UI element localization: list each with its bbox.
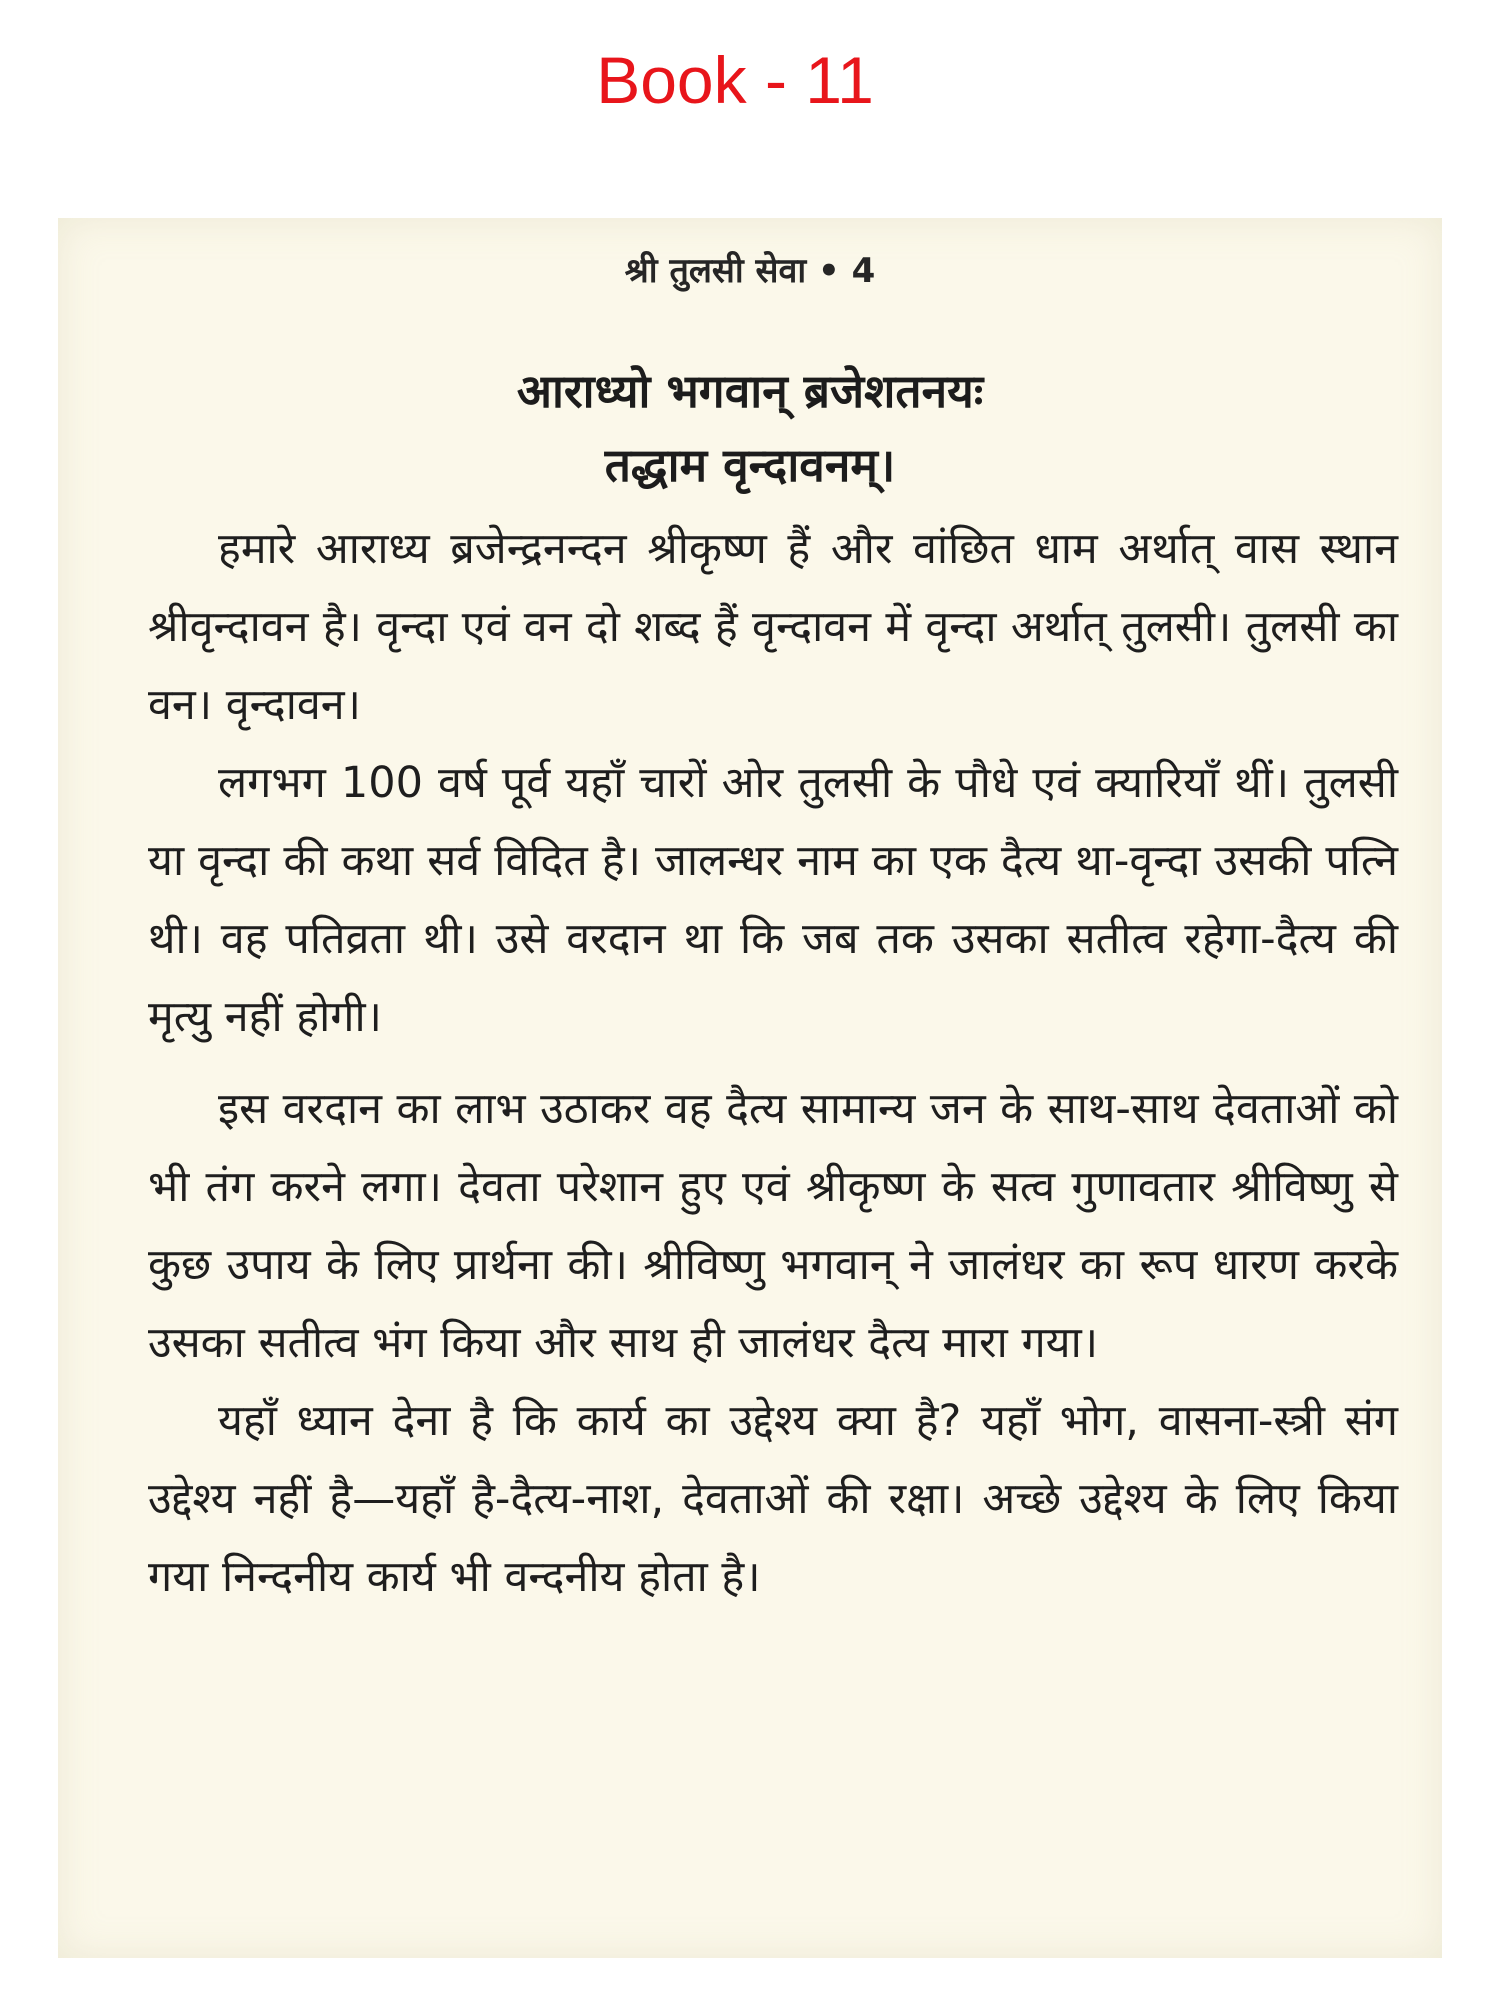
sanskrit-heading-line-2: तद्धाम वृन्दावनम्।: [604, 438, 896, 492]
paragraph-1: हमारे आराध्य ब्रजेन्द्रनन्दन श्रीकृष्ण हैं और वांछित धाम अर्थात् वास स्थान श्रीवृन्दावन है। वृन्दा एवं वन दो शब्द हैं वृन्दावन में वृन्दा अर्थात् तुलसी। तुलसी का वन। वृन्दावन।: [148, 524, 1398, 730]
body-text: [148, 510, 1398, 1616]
running-head: श्री तुलसी सेवा • 4: [624, 251, 876, 291]
book-number-label: Book - 11: [596, 43, 874, 117]
paragraph-2: लगभग 100 वर्ष पूर्व यहाँ चारों ओर तुलसी के पौधे एवं क्यारियाँ थीं। तुलसी या वृन्दा की कथा सर्व विदित है। जालन्धर नाम का एक दैत्य था-वृन्दा उसकी पत्नि थी। वह पतिव्रता थी। उसे वरदान था कि जब तक उसका सतीत्व रहेगा-दैत्य की मृत्यु नहीं होगी।: [148, 758, 1398, 1042]
sanskrit-heading-line-1: आराध्यो भगवान् ब्रजेशतनयः: [516, 364, 984, 418]
paragraph-4: यहाँ ध्यान देना है कि कार्य का उद्देश्य क्या है? यहाँ भोग, वासना-स्त्री संग उद्देश्य नहीं है—यहाँ है-दैत्य-नाश, देवताओं की रक्षा। अच्छे उद्देश्य के लिए किया गया निन्दनीय कार्य भी वन्दनीय होता है।: [148, 1396, 1398, 1602]
scanned-book-page: [58, 218, 1442, 1958]
paragraph-3: इस वरदान का लाभ उठाकर वह दैत्य सामान्य जन के साथ-साथ देवताओं को भी तंग करने लगा। देवता परेशान हुए एवं श्रीकृष्ण के सत्व गुणावतार श्रीविष्णु से कुछ उपाय के लिए प्रार्थना की। श्रीविष्णु भगवान् ने जालंधर का रूप धारण करके उसका सतीत्व भंग किया और साथ ही जालंधर दैत्य मारा गया।: [148, 1084, 1398, 1368]
